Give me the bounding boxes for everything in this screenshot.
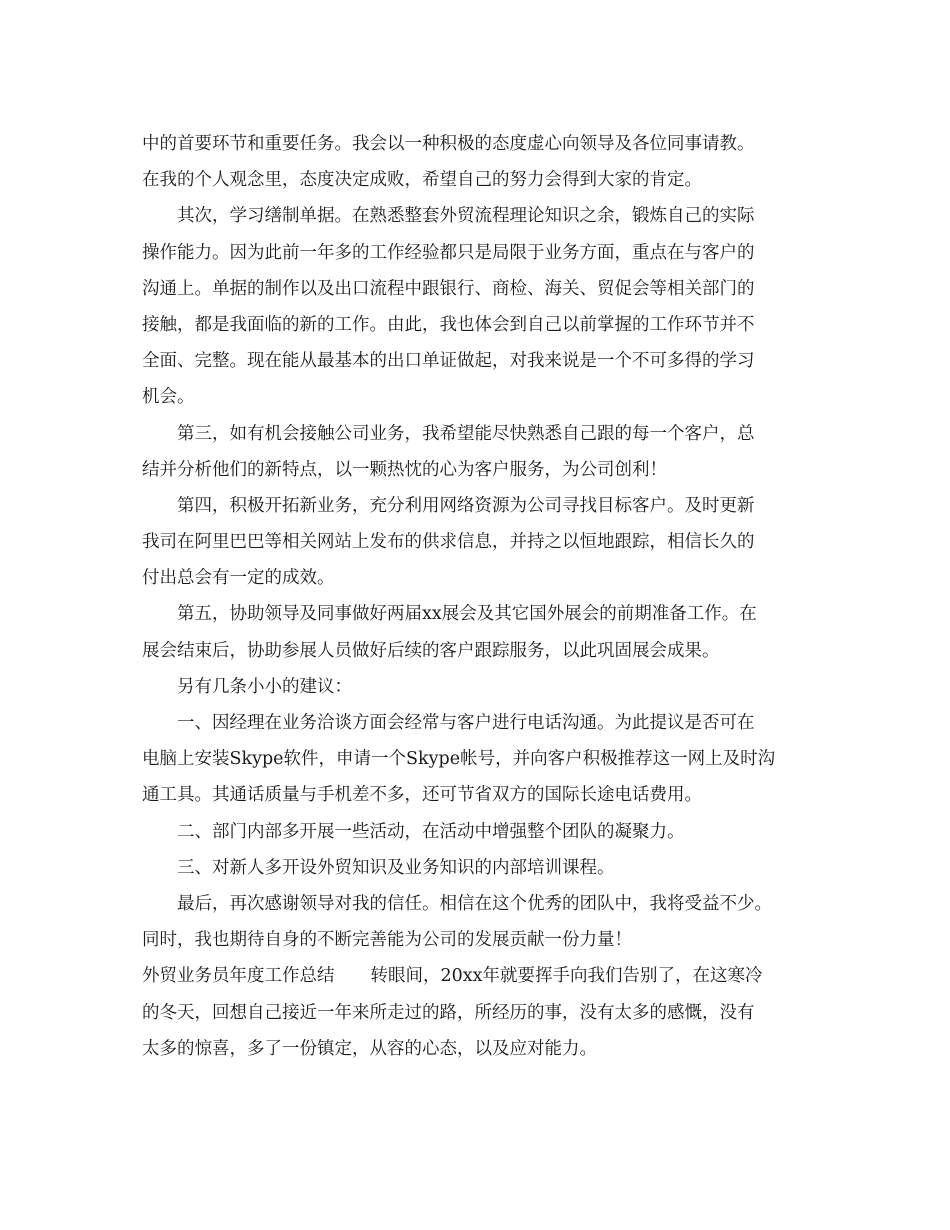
paragraph-start: 另有几条小小的建议： xyxy=(177,676,352,697)
text-line: 我司在阿里巴巴等相关网站上发布的供求信息，并持之以恒地跟踪，相信长久的 xyxy=(142,532,755,553)
text-line: 结并分析他们的新特点，以一颗热忱的心为客户服务，为公司创利！ xyxy=(142,459,667,480)
text-line: 中的首要环节和重要任务。我会以一种积极的态度虚心向领导及各位同事请教。 xyxy=(142,134,755,154)
text-line: 全面、完整。现在能从最基本的出口单证做起，对我来说是一个不可多得的学习 xyxy=(142,351,755,372)
text-line: 通工具。其通话质量与手机差不多，还可节省双方的国际长途电话费用。 xyxy=(142,785,702,806)
paragraph-start: 其次，学习缮制单据。在熟悉整套外贸流程理论知识之余，锻炼自己的实际 xyxy=(177,206,755,227)
paragraph-start: 最后，再次感谢领导对我的信任。相信在这个优秀的团队中，我将受益不少。 xyxy=(177,893,772,914)
paragraph-start: 三、对新人多开设外贸知识及业务知识的内部培训课程。 xyxy=(177,857,615,878)
next-section-intro: 转眼间，20xx年就要挥手向我们告别了，在这寒冷 xyxy=(370,966,763,987)
paragraph-start: 一、因经理在业务洽谈方面会经常与客户进行电话沟通。为此提议是否可在 xyxy=(177,713,755,733)
next-section-title: 外贸业务员年度工作总结 xyxy=(142,966,335,987)
paragraph-start: 第三，如有机会接触公司业务，我希望能尽快熟悉自己跟的每一个客户，总 xyxy=(177,423,755,444)
text-line: 付出总会有一定的成效。 xyxy=(142,568,335,589)
text-line: 操作能力。因为此前一年多的工作经验都只是局限于业务方面，重点在与客户的 xyxy=(142,242,755,263)
paragraph-start: 二、部门内部多开展一些活动，在活动中增强整个团队的凝聚力。 xyxy=(177,821,685,842)
text-line: 的冬天，回想自己接近一年来所走过的路，所经历的事，没有太多的感慨，没有 xyxy=(142,1002,755,1023)
text-line: 机会。 xyxy=(142,387,195,408)
text-line: 太多的惊喜，多了一份镇定，从容的心态，以及应对能力。 xyxy=(142,1038,597,1059)
paragraph-start: 第五，协助领导及同事做好两届xx展会及其它国外展会的前期准备工作。在 xyxy=(177,604,757,625)
document-body xyxy=(142,126,812,1067)
text-line: 展会结束后，协助参展人员做好后续的客户跟踪服务，以此巩固展会成果。 xyxy=(142,640,720,661)
text-line: 电脑上安装Skype软件，申请一个Skype帐号，并向客户积极推荐这一网上及时沟 xyxy=(142,749,776,770)
text-line: 同时，我也期待自身的不断完善能为公司的发展贡献一份力量！ xyxy=(142,930,632,951)
text-line: 沟通上。单据的制作以及出口流程中跟银行、商检、海关、贸促会等相关部门的 xyxy=(142,278,755,299)
paragraph-start: 第四，积极开拓新业务，充分利用网络资源为公司寻找目标客户。及时更新 xyxy=(177,495,755,516)
text-line: 接触，都是我面临的新的工作。由此，我也体会到自己以前掌握的工作环节并不 xyxy=(142,314,755,335)
text-line: 在我的个人观念里，态度决定成败，希望自己的努力会得到大家的肯定。 xyxy=(142,170,702,191)
next-section-first-line xyxy=(142,958,812,994)
